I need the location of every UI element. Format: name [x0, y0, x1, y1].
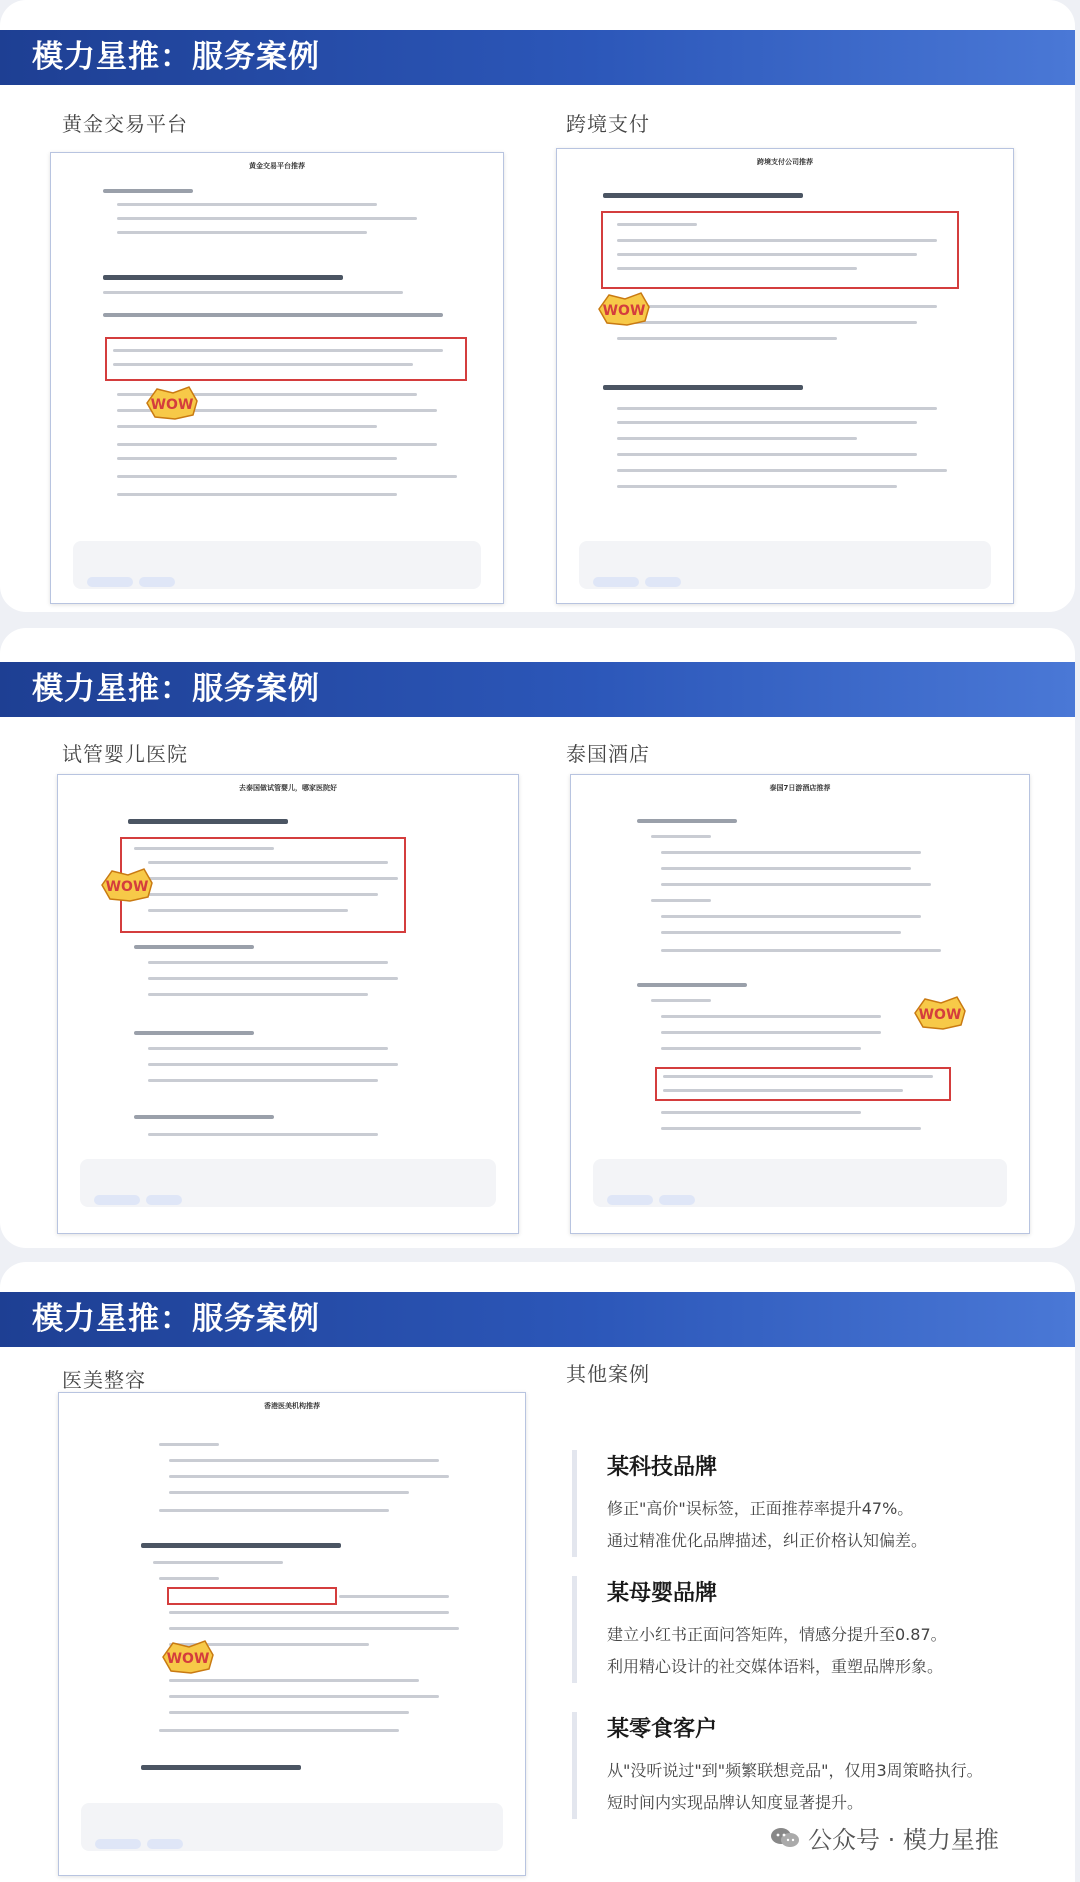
- screenshot-title: 去泰国做试管婴儿，哪家医院好: [239, 784, 337, 792]
- wechat-icon: [770, 1826, 800, 1850]
- screenshot-title: 香港医美机构推荐: [264, 1402, 320, 1410]
- svg-text:WOW: WOW: [166, 1651, 210, 1667]
- case-result: 建立小红书正面问答矩阵，情感分提升至0.87。: [607, 1625, 947, 1644]
- case-name: 某零食客户: [607, 1717, 718, 1742]
- screenshot-title: 黄金交易平台推荐: [249, 162, 305, 170]
- svg-text:WOW: WOW: [918, 1007, 962, 1023]
- case-item: [572, 1450, 1042, 1557]
- case-result: 从"没听说过"到"频繁联想竞品"，仅用3周策略执行。: [607, 1761, 983, 1780]
- case-name: 某科技品牌: [607, 1455, 718, 1480]
- svg-text:WOW: WOW: [602, 303, 646, 319]
- panel-banner: 模力星推：服务案例: [0, 1292, 1075, 1347]
- screenshot-aesthetic: [58, 1392, 526, 1876]
- wow-sticker-icon: [143, 385, 201, 421]
- highlight-box: [120, 837, 406, 933]
- section-label-hotel: 泰国酒店: [566, 742, 650, 766]
- case-method: 利用精心设计的社交媒体语料，重塑品牌形象。: [607, 1657, 944, 1676]
- section-label-gold: 黄金交易平台: [62, 112, 188, 136]
- panel-banner: 模力星推：服务案例: [0, 662, 1075, 717]
- section-label-other: 其他案例: [566, 1362, 650, 1386]
- case-method: 短时间内实现品牌认知度显著提升。: [607, 1793, 864, 1812]
- case-panel-3: [0, 1262, 1075, 1882]
- case-result: 修正"高价"误标签，正面推荐率提升47%。: [607, 1499, 914, 1518]
- screenshot-ivf: [57, 774, 519, 1234]
- wow-sticker-icon: [595, 291, 653, 327]
- screenshot-gold: [50, 152, 504, 604]
- highlight-box: [167, 1587, 337, 1605]
- case-panel-1: [0, 0, 1075, 612]
- case-method: 通过精准优化品牌描述，纠正价格认知偏差。: [607, 1531, 928, 1550]
- highlight-box: [655, 1067, 951, 1101]
- case-item: [572, 1712, 1042, 1819]
- panel-banner: 模力星推：服务案例: [0, 30, 1075, 85]
- svg-text:WOW: WOW: [105, 879, 149, 895]
- section-label-ivf: 试管婴儿医院: [62, 742, 188, 766]
- section-label-payment: 跨境支付: [566, 112, 650, 136]
- wow-sticker-icon: [911, 995, 969, 1031]
- screenshot-title: 泰国7日游酒店推荐: [769, 784, 831, 792]
- screenshot-hotel: [570, 774, 1030, 1234]
- svg-text:WOW: WOW: [150, 397, 194, 413]
- watermark-text: 公众号 · 模力星推: [808, 1826, 999, 1854]
- screenshot-title: 跨境支付公司推荐: [757, 158, 813, 166]
- wechat-watermark: [770, 1820, 999, 1855]
- case-name: 某母婴品牌: [607, 1581, 718, 1606]
- wow-sticker-icon: [98, 867, 156, 903]
- screenshot-payment: [556, 148, 1014, 604]
- section-label-aesthetic: 医美整容: [62, 1368, 146, 1392]
- highlight-box: [105, 337, 467, 381]
- case-item: [572, 1576, 1042, 1683]
- case-panel-2: [0, 628, 1075, 1248]
- wow-sticker-icon: [159, 1639, 217, 1675]
